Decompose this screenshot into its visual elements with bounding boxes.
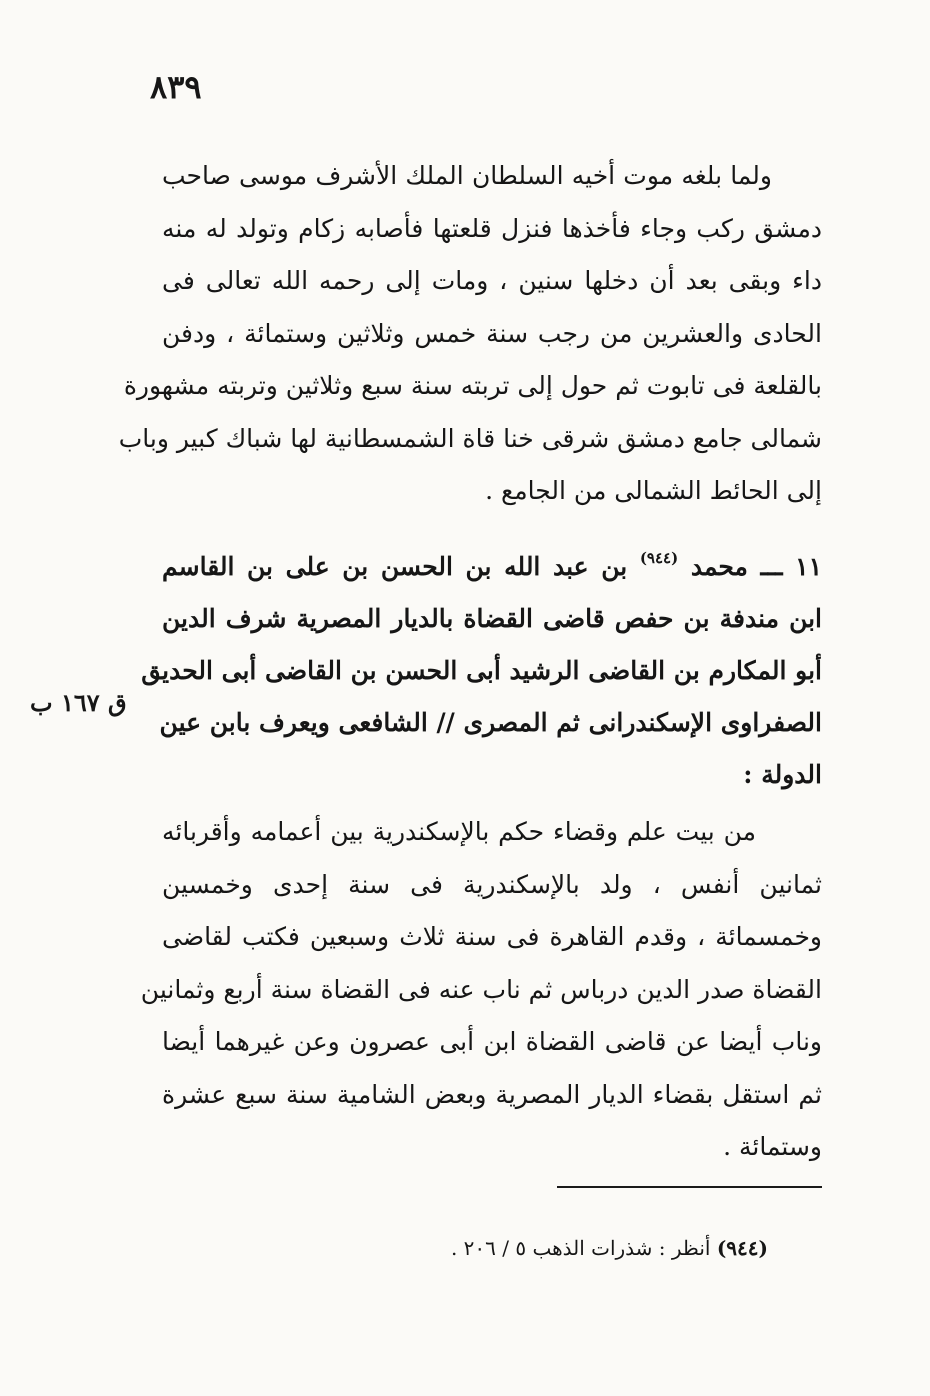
entry-heading-line: أبو المكارم بن القاضى الرشيد أبى الحسن بن القاضى أبى الحديق <box>141 656 822 685</box>
entry-heading-line: ابن مندفة بن حفص قاضى القضاة بالديار المصرية شرف الدين <box>162 604 822 633</box>
entry-name-rest: بن عبد الله بن الحسن بن على بن القاسم <box>162 552 628 581</box>
text-line: وناب أيضا عن قاضى القضاة ابن أبى عصرون وعن غيرهما أيضا <box>162 1027 822 1056</box>
text-line: الحادى والعشرين من رجب سنة خمس وثلاثين وستمائة ، ودفن <box>162 318 822 348</box>
text-line: القضاة صدر الدين درباس ثم ناب عنه فى القضاة سنة أربع وثمانين <box>140 974 822 1004</box>
text-line: ثم استقل بقضاء الديار المصرية وبعض الشامية سنة سبع عشرة <box>162 1079 822 1109</box>
footnote-reference: (٩٤٤) <box>639 549 679 567</box>
entry-heading-line <box>162 532 822 593</box>
page-number: ٨٣٩ <box>150 68 202 106</box>
text-line: بالقلعة فى تابوت ثم حول إلى تربته سنة سبع وثلاثين وتربته مشهورة <box>123 371 822 400</box>
entry-heading <box>141 532 822 801</box>
text-line: وستمائة . <box>723 1132 822 1161</box>
entry-heading-line: الصفراوى الإسكندرانى ثم المصرى // الشافعى ويعرف بابن عين <box>159 708 822 737</box>
text-line: وخمسمائة ، وقدم القاهرة فى سنة ثلاث وسبعين فكتب لقاضى <box>162 922 822 951</box>
text-line: من بيت علم وقضاء حكم بالإسكندرية بين أعمامه وأقربائه <box>162 817 756 846</box>
footnote-text: أنظر : شذرات الذهب ٥ / ٢٠٦ . <box>450 1236 711 1260</box>
footnote-divider <box>557 1186 822 1188</box>
text-line: إلى الحائط الشمالى من الجامع . <box>485 476 822 505</box>
text-line: ثمانين أنفس ، ولد بالإسكندرية فى سنة إحدى وخمسين <box>162 869 822 899</box>
footnote <box>451 1236 768 1260</box>
text-line: شمالى جامع دمشق شرقى خنا قاة الشمسطانية لها شباك كبير وباب <box>118 423 822 453</box>
text-line: داء وبقى بعد أن دخلها سنين ، ومات إلى رحمه الله تعالى فى <box>162 266 822 295</box>
text-line: ولما بلغه موت أخيه السلطان الملك الأشرف موسى صاحب <box>162 161 772 190</box>
entry-number-name: ١١ ـــ محمد <box>690 552 822 581</box>
footnote-number: (٩٤٤) <box>716 1236 768 1260</box>
manuscript-folio-note: ق ١٦٧ ب <box>30 688 127 717</box>
paragraph-biography-continuation <box>118 150 822 518</box>
paragraph-entry-body <box>140 806 822 1174</box>
entry-heading-line: الدولة : <box>743 760 822 789</box>
text-line: دمشق ركب وجاء فأخذها فنزل قلعتها فأصابه زكام وتولد له منه <box>162 213 822 243</box>
